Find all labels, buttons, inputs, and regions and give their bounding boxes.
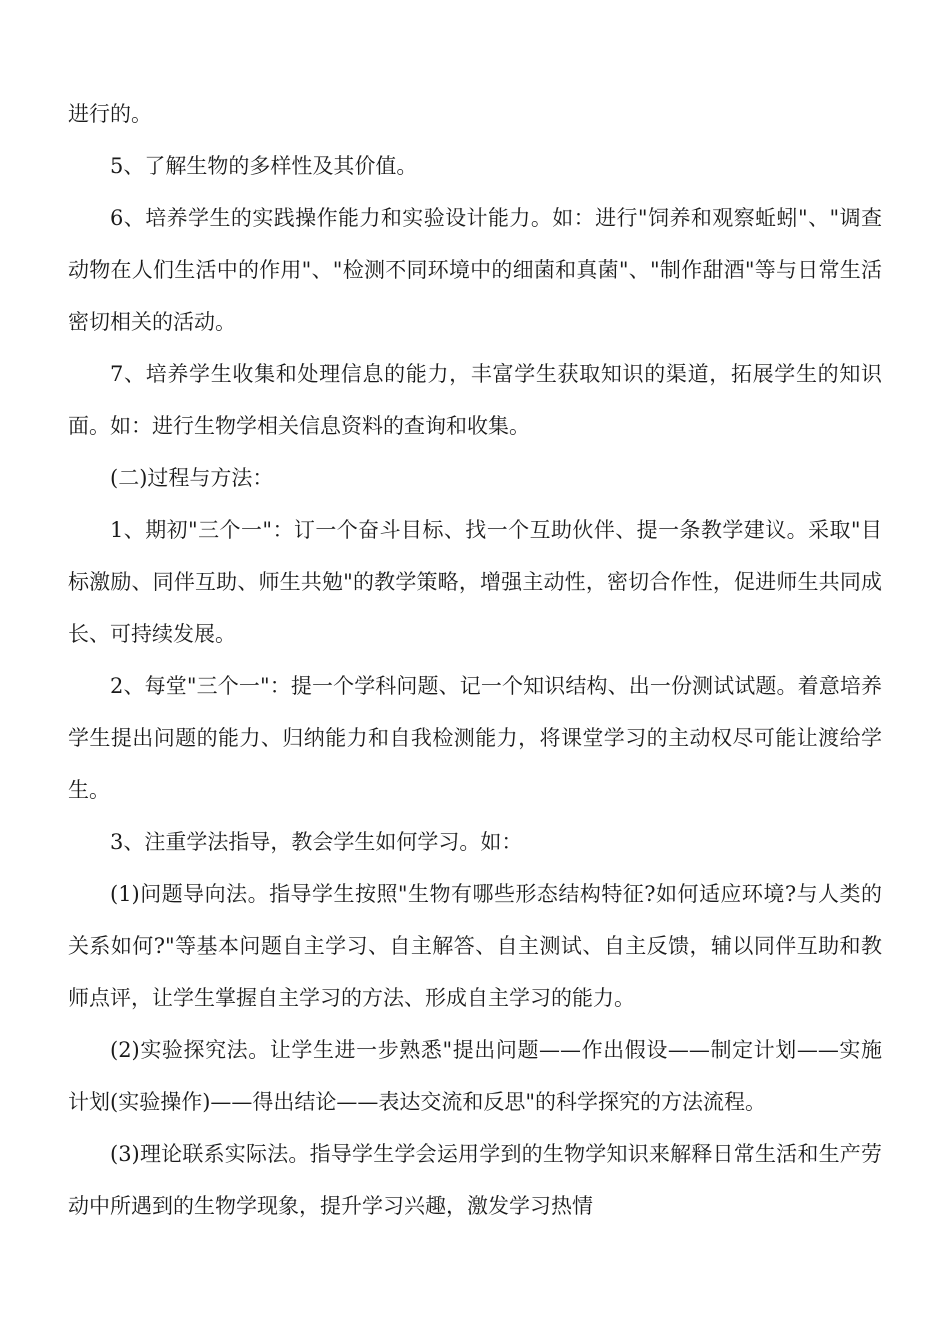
paragraph-item-5: 5、了解生物的多样性及其价值。 — [110, 154, 418, 178]
section-heading-process-method: (二)过程与方法： — [110, 466, 274, 490]
paragraph-method-2: 2、每堂"三个一"：提一个学科问题、记一个知识结构、出一份测试试题。着意培养学生提出问题的能力、归纳能力和自我检测能力，将课堂学习的主动权尽可能让渡给学生。 — [68, 674, 882, 802]
paragraph-sub-2: (2)实验探究法。让学生进一步熟悉"提出问题——作出假设——制定计划——实施计划(实验操作)——得出结论——表达交流和反思"的科学探究的方法流程。 — [68, 1038, 882, 1114]
paragraph-method-1: 1、期初"三个一"：订一个奋斗目标、找一个互助伙伴、提一条教学建议。采取"目标激励、同伴互助、师生共勉"的教学策略，增强主动性，密切合作性，促进师生共同成长、可持续发展。 — [68, 518, 882, 646]
paragraph-sub-1: (1)问题导向法。指导学生按照"生物有哪些形态结构特征?如何适应环境?与人类的关系如何?"等基本问题自主学习、自主解答、自主测试、自主反馈，辅以同伴互助和教师点评，让学生掌握自主学习的方法、形成自主学习的能力。 — [68, 882, 882, 1010]
paragraph-item-6: 6、培养学生的实践操作能力和实验设计能力。如：进行"饲养和观察蚯蚓"、"调查动物在人们生活中的作用"、"检测不同环境中的细菌和真菌"、"制作甜酒"等与日常生活密切相关的活动。 — [68, 206, 882, 334]
paragraph-item-7: 7、培养学生收集和处理信息的能力，丰富学生获取知识的渠道，拓展学生的知识面。如：进行生物学相关信息资料的查询和收集。 — [68, 362, 882, 438]
document-body — [68, 88, 882, 1232]
paragraph-sub-3: (3)理论联系实际法。指导学生学会运用学到的生物学知识来解释日常生活和生产劳动中所遇到的生物学现象，提升学习兴趣，激发学习热情 — [68, 1142, 882, 1218]
paragraph-method-3: 3、注重学法指导，教会学生如何学习。如： — [110, 830, 523, 854]
paragraph-continuation: 进行的。 — [68, 102, 152, 126]
